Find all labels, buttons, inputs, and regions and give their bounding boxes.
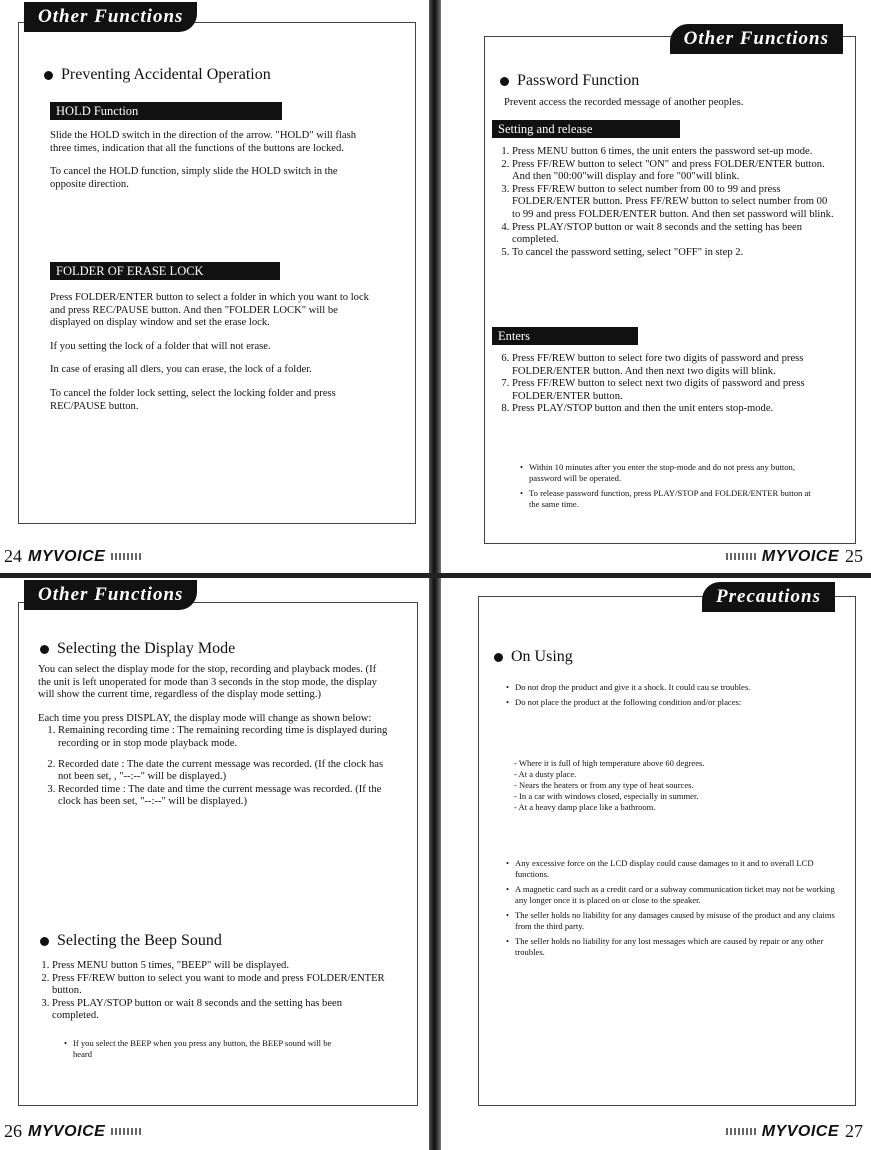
paragraph: If you setting the lock of a folder that will not erase. [50, 340, 271, 352]
notes-list [64, 1038, 344, 1060]
page-footer [4, 1121, 141, 1142]
page-number: 27 [845, 1121, 863, 1141]
stripe-icon [726, 553, 756, 560]
list-item: 7. Press FF/REW button to select next two digits of password and press FOLDER/ENTER button. [512, 378, 834, 403]
folder-text [50, 292, 372, 424]
paragraph: Slide the HOLD switch in the direction of the arrow. "HOLD" will flash three times, indication that all the functions of the buttons are locked. [50, 130, 356, 154]
bullet-icon [500, 77, 509, 86]
notes [520, 462, 820, 514]
list-item: 3. Recorded time : The date and time the current message was recorded. (If the clock has been set, "--:--" will be displayed.) [58, 784, 388, 809]
list-item: • A magnetic card such as a credit card or a subway communication ticket may not be working any longer once it is placed on or close to the speaker. [515, 884, 836, 906]
myvoice-logo: MYVOICE [28, 547, 106, 565]
conditions-list [514, 758, 834, 813]
scan-divider [0, 573, 871, 578]
page-footer [4, 546, 141, 567]
enters-bar: Enters [492, 327, 638, 345]
modes-list [38, 725, 388, 809]
list-item: • The seller holds no liability for any damages caused by misuse of the product and any claims from the third party. [515, 910, 836, 932]
page-26 [0, 578, 432, 1150]
page-24 [0, 0, 432, 575]
stripe-icon [111, 553, 141, 560]
myvoice-logo: MYVOICE [761, 1122, 839, 1140]
section-tab: Other Functions [24, 580, 197, 610]
list-item: 8. Press PLAY/STOP button and then the unit enters stop-mode. [512, 403, 834, 416]
paragraph: To cancel the HOLD function, simply slide the HOLD switch in the opposite direction. [50, 166, 338, 190]
list-item: • If you select the BEEP when you press any button, the BEEP sound will be heard [73, 1038, 344, 1060]
list-item: 1. Press MENU button 5 times, "BEEP" will be displayed. [52, 960, 388, 973]
bullet-icon [494, 653, 503, 662]
bullet-icon [44, 71, 53, 80]
bullet-icon [40, 937, 49, 946]
intro-text: Prevent access the recorded message of another peoples. [504, 97, 744, 108]
section-heading: On Using [494, 648, 573, 666]
list-item: - At a dusty place. [514, 769, 577, 779]
page-footer [726, 1121, 863, 1142]
list-item: - Nears the heaters or from any type of heat sources. [514, 780, 694, 790]
paragraph: You can select the display mode for the stop, recording and playback modes. (If the unit is left unoperated for mode than 3 seconds in the stop mode, the display will show the current time, regardless of the display mode setting.) [38, 664, 377, 701]
page-number: 25 [845, 546, 863, 566]
page-footer [726, 546, 863, 567]
page-number: 26 [4, 1121, 22, 1141]
precautions-bottom [506, 858, 836, 962]
section-tab: Other Functions [670, 24, 843, 54]
steps-list [38, 960, 388, 1023]
notes-list [520, 462, 820, 510]
list-item: • Do not drop the product and give it a shock. It could cau se troubles. [515, 682, 836, 693]
myvoice-logo: MYVOICE [28, 1122, 106, 1140]
paragraph: Each time you press DISPLAY, the display mode will change as shown below: [38, 712, 372, 724]
paragraph: In case of erasing all dlers, you can erase, the lock of a folder. [50, 364, 312, 376]
enter-steps [498, 353, 834, 416]
list-item: 1. Press MENU button 6 times, the unit enters the password set-up mode. [512, 146, 834, 159]
setting-steps [498, 146, 834, 259]
setting-release-bar: Setting and release [492, 120, 680, 138]
dash-list [514, 758, 834, 813]
bullet-list [506, 858, 836, 958]
hold-text [50, 130, 370, 202]
precautions-top [506, 682, 836, 712]
myvoice-logo: MYVOICE [761, 547, 839, 565]
list-item: 2. Recorded date : The date the current message was recorded. (If the clock has not been set, , "--:--" will be displayed.) [58, 759, 388, 784]
list-item: 5. To cancel the password setting, select "OFF" in step 2. [512, 247, 834, 260]
list-item: 3. Press PLAY/STOP button or wait 8 seconds and the setting has been completed. [52, 998, 388, 1023]
list-item: - At a heavy damp place like a bathroom. [514, 802, 656, 812]
section-tab: Other Functions [24, 2, 197, 32]
steps-list [498, 353, 834, 416]
page-number: 24 [4, 546, 22, 566]
list-item: 4. Press PLAY/STOP button or wait 8 seconds and the setting has been completed. [512, 222, 834, 247]
stripe-icon [111, 1128, 141, 1135]
list-item: 1. Remaining recording time : The remaining recording time is displayed during recording or in stop mode playback mode. [58, 725, 388, 750]
list-item: • To release password function, press PLAY/STOP and FOLDER/ENTER button at the same time. [529, 488, 820, 510]
list-item: 2. Press FF/REW button to select you want to mode and press FOLDER/ENTER button. [52, 973, 388, 998]
list-item: • Within 10 minutes after you enter the stop-mode and do not press any button, password will be operated. [529, 462, 820, 484]
display-mode-text [38, 664, 388, 809]
list-item: 3. Press FF/REW button to select number from 00 to 99 and press FOLDER/ENTER button. Press FF/REW button to select number from 00 to 99 and press FOLDER/ENTER button. And then set password will blink. [512, 184, 834, 222]
section-heading: Selecting the Beep Sound [40, 932, 222, 950]
hold-function-bar: HOLD Function [50, 102, 282, 120]
bullet-list [506, 682, 836, 708]
beep-steps [38, 960, 388, 1023]
paragraph: Press FOLDER/ENTER button to select a folder in which you want to lock and press REC/PAUSE button. And then "FOLDER LOCK" will be displayed on display window and set the erase lock. [50, 292, 369, 329]
list-item: 2. Press FF/REW button to select "ON" and press FOLDER/ENTER button. And then "00:00"will display and fore "00"will blink. [512, 159, 834, 184]
list-item: • Do not place the product at the following condition and/or places: [515, 697, 836, 708]
list-item: - In a car with windows closed, especially in summer. [514, 791, 699, 801]
page-frame [478, 596, 856, 1106]
section-heading: Password Function [500, 72, 639, 90]
section-heading: Selecting the Display Mode [40, 640, 235, 658]
section-tab: Precautions [702, 582, 835, 612]
section-heading: Preventing Accidental Operation [44, 66, 271, 84]
folder-erase-lock-bar: FOLDER OF ERASE LOCK [50, 262, 280, 280]
page-27 [440, 578, 871, 1150]
bullet-icon [40, 645, 49, 654]
list-item: • Any excessive force on the LCD display could cause damages to it and to overall LCD functions. [515, 858, 836, 880]
beep-note [64, 1038, 344, 1064]
paragraph: To cancel the folder lock setting, select the locking folder and press REC/PAUSE button. [50, 387, 336, 412]
list-item: - Where it is full of high temperature above 60 degrees. [514, 758, 705, 768]
steps-list [498, 146, 834, 259]
list-item: 6. Press FF/REW button to select fore two digits of password and press FOLDER/ENTER button. And then next two digits will blink. [512, 353, 834, 378]
list-item: • The seller holds no liability for any lost messages which are caused by repair or any other troubles. [515, 936, 836, 958]
stripe-icon [726, 1128, 756, 1135]
page-25 [440, 0, 871, 575]
